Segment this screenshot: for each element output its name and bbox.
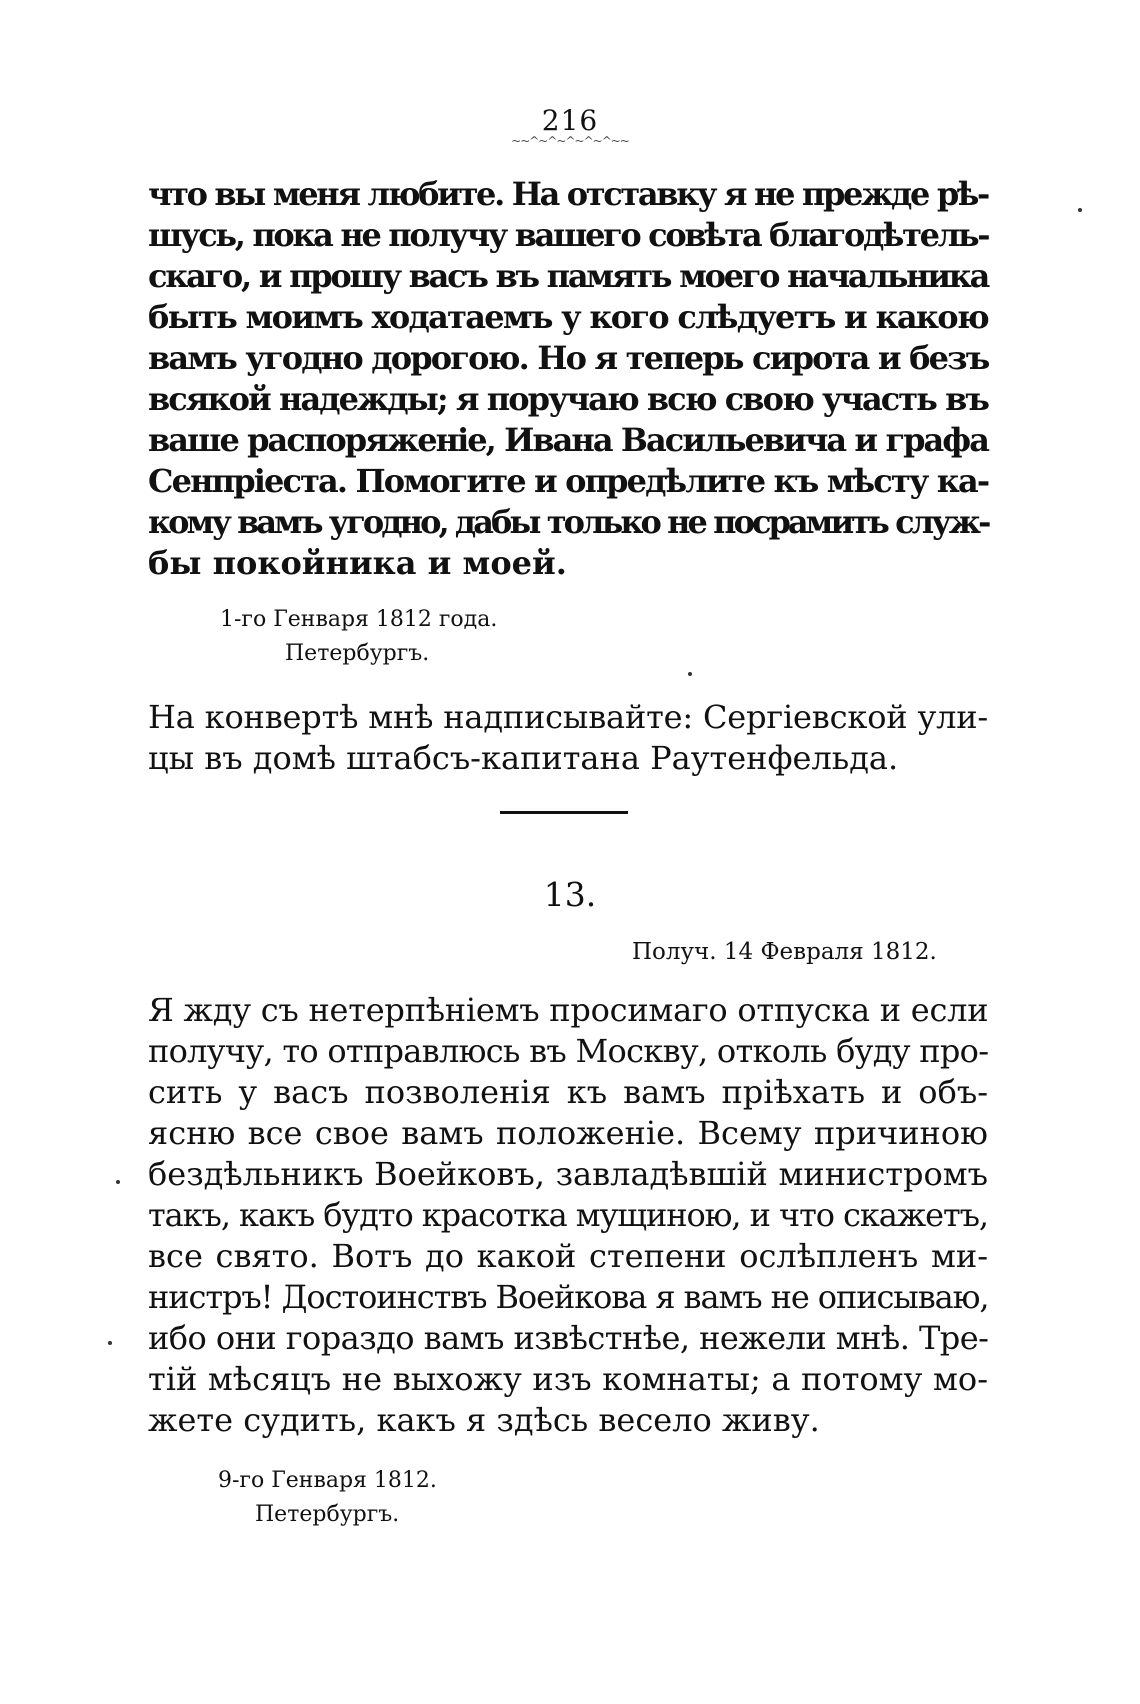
- text-line: кому вамъ угодно, дабы только не посрамить служ-: [148, 503, 989, 541]
- text-line: скаго, и прошу васъ въ память моего начальника: [148, 257, 989, 295]
- letter-12-body: [148, 174, 988, 584]
- text-line: шусь, пока не получу вашего совѣта благодѣтель-: [148, 216, 989, 254]
- text-line: Я жду съ нетерпѣніемъ просимаго отпуска и если: [148, 991, 989, 1029]
- text-line: Сенпріеста. Помогите и опредѣлите къ мѣсту ка-: [148, 462, 989, 500]
- letter-13-date: 9-го Генваря 1812.: [218, 1468, 437, 1493]
- text-line: все свято. Вотъ до какой степени ослѣпленъ ми-: [148, 1237, 988, 1275]
- text-line: На конвертѣ мнѣ надписывайте: Сергіевской ули-: [148, 698, 989, 736]
- letter-12-postscript: [148, 697, 988, 779]
- text-line: бездѣльникъ Воейковъ, завладѣвшій министромъ: [148, 1155, 988, 1193]
- scan-speck: [108, 1341, 112, 1345]
- text-line: получу, то отправлюсь въ Москву, отколь буду про-: [148, 1032, 989, 1070]
- letter-13-number: 13.: [543, 875, 597, 914]
- text-line: сить у васъ позволенія къ вамъ пріѣхать и объ-: [148, 1073, 988, 1111]
- text-line: тій мѣсяцъ не выхожу изъ комнаты; а потому мо-: [148, 1360, 988, 1398]
- text-line: что вы меня любите. На отставку я не прежде рѣ-: [148, 175, 988, 213]
- text-line: быть моимъ ходатаемъ у кого слѣдуетъ и какою: [148, 298, 988, 336]
- section-divider: [500, 811, 628, 814]
- scan-speck: [1078, 208, 1082, 212]
- text-line: нистръ! Достоинствъ Воейкова я вамъ не описываю,: [148, 1278, 989, 1316]
- header-ornament: ~~^~^~^~^~^~~: [511, 134, 629, 148]
- letter-12-place: Петербургъ.: [285, 641, 430, 666]
- scan-speck: [688, 672, 692, 676]
- scan-speck: [116, 1180, 120, 1184]
- text-line: ваше распоряженіе, Ивана Васильевича и графа: [148, 421, 988, 459]
- text-line: такъ, какъ будто красотка мущиною, и что скажетъ,: [148, 1196, 988, 1234]
- page-number: 216: [541, 104, 599, 137]
- text-line: цы въ домѣ штабсъ-капитана Раутенфельда.: [148, 739, 899, 777]
- text-line: ибо они гораздо вамъ извѣстнѣе, нежели мнѣ. Тре-: [148, 1319, 989, 1357]
- text-line: вамъ угодно дорогою. Но я теперь сирота и безъ: [148, 339, 989, 377]
- letter-12-date: 1-го Генваря 1812 года.: [220, 607, 498, 632]
- letter-13-received-note: Получ. 14 Февраля 1812.: [632, 939, 937, 965]
- text-line: ясню все свое вамъ положеніе. Всему причиною: [148, 1114, 988, 1152]
- text-line: жете судить, какъ я здѣсь весело живу.: [148, 1401, 820, 1439]
- text-line: бы покойника и моей.: [148, 544, 567, 582]
- text-line: всякой надежды; я поручаю всю свою участь въ: [148, 380, 989, 418]
- letter-13-body: [148, 990, 988, 1441]
- letter-13-place: Петербургъ.: [255, 1502, 400, 1527]
